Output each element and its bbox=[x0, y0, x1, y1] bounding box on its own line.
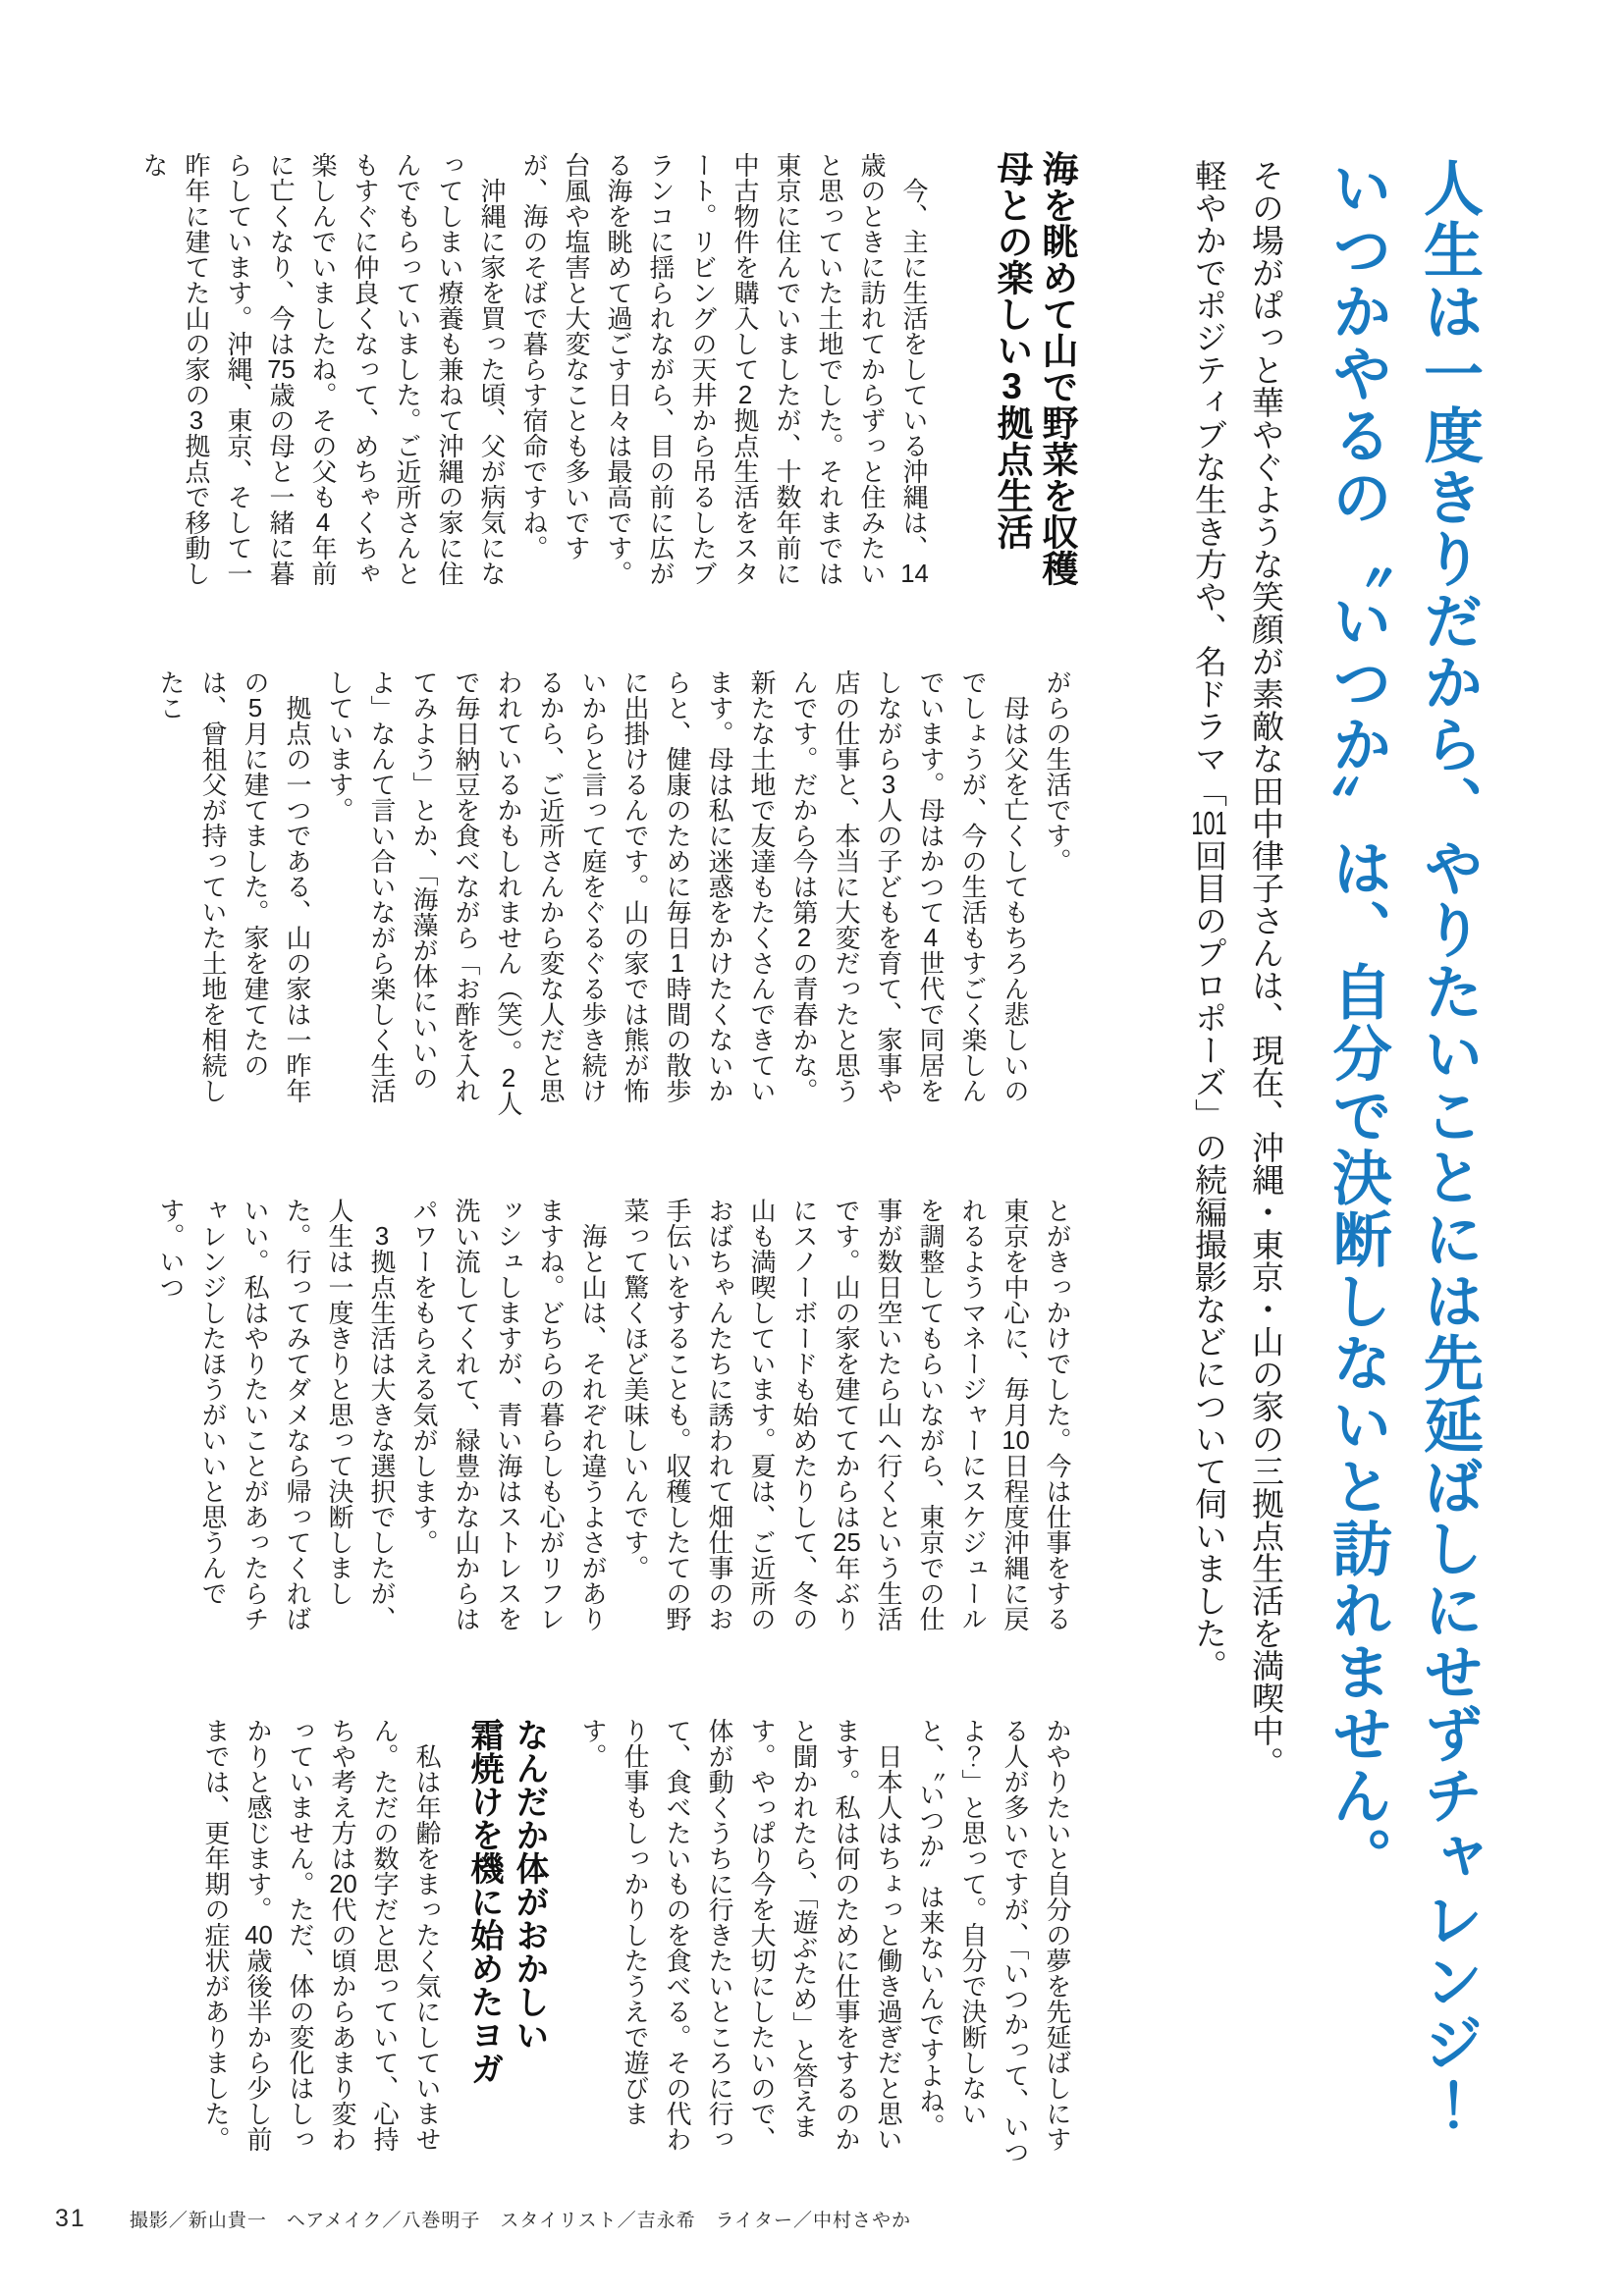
paragraph: 拠点の一つである、山の家は一昨年の5月に建てました。家を建てたのは、曾祖父が持っていた土地を相続したこ bbox=[156, 669, 312, 1103]
paragraph: かやりたいと自分の夢を先延ばしにする人が多いですが、「いつかって、いつよ？」と思って。自分で決断しないと、〝いつか〟は来ないんですよね。 bbox=[916, 1718, 1072, 2164]
lead-paragraph bbox=[1178, 159, 1294, 1833]
body-band-3 bbox=[114, 1198, 1078, 1651]
paragraph: 沖縄に家を買った頃、父が病気になってしまい療養も兼ねて沖縄の家に住んでもらっていました。ご近所さんともすぐに仲良くなって、めちゃくちゃ楽しんでいましたね。その父も4年前に亡くなり、今は75歳の母と一緒に暮らしています。沖縄、東京、そして一昨年に建てた山の家の3拠点で移動しな bbox=[139, 152, 507, 586]
main-headline-line2: いつかやるの〝いつか〟は、自分で決断しないと訪れません。 bbox=[1325, 157, 1391, 1889]
page-number: 31 bbox=[55, 2205, 86, 2232]
lead-sentence-1: その場がぱっと華やぐような笑顔が素敵な田中律子さんは、現在、沖縄・東京・山の家の三拠点生活を満喫中。 bbox=[1248, 159, 1284, 1779]
section-heading-1-line1: 海を眺めて山で野菜を収穫 bbox=[1037, 150, 1077, 586]
body-band-1 bbox=[114, 152, 935, 606]
body-band-2 bbox=[114, 669, 1078, 1123]
section-heading-2-line2: 霜焼けを機に始めたヨガ bbox=[465, 1718, 503, 2085]
section-heading-2 bbox=[461, 1718, 552, 2175]
section-heading-1 bbox=[985, 150, 1079, 612]
paragraph: 今、主に生活をしている沖縄は、14歳のときに訪れてからずっと住みたいと思っていた土地でした。それまでは東京に住んでいましたが、十数年前に中古物件を購入して2拠点生活をスタート。リビングの天井から吊るしたブランコに揺られながら、目の前に広がる海を眺めて過ごす日々は最高です。台風や塩害と大変なことも多いですが、海のそばで暮らす宿命ですね。 bbox=[519, 152, 929, 586]
staff-credits: 撮影／新山貴一 ヘアメイク／八巻明子 スタイリスト／吉永希 ライター／中村さやか bbox=[129, 2211, 912, 2231]
paragraph: とがきっかけでした。今は仕事をする東京を中心に、毎月10日程度沖縄に戻れるようマネージャーにスケジュールを調整してもらいながら、東京での仕事が数日空いたら山へ行くという生活です。山の家を建ててからは25年ぶりにスノーボードも始めたりして、冬の山も満喫しています。夏は、ご近所のおばちゃんたちに誘われて畑仕事のお手伝いをすることも。収穫したての野菜って驚くほど美味しいんです。 bbox=[621, 1198, 1072, 1631]
paragraph: がらの生活です。 bbox=[1043, 669, 1072, 874]
paragraph: 3拠点生活は大きな選択でしたが、人生は一度きりと思って決断しました。行ってみてダメなら帰ってくればいい。私はやりたいことがあったらチャレンジしたほうがいいと思うんです。いつ bbox=[156, 1198, 397, 1631]
paragraph: 海と山は、それぞれ違うよさがありますね。どちらの暮らしも心がリフレッシュしますが、青い海はストレスを洗い流してくれて、緑豊かな山からはパワーをもらえる気がします。 bbox=[409, 1198, 608, 1631]
section-heading-1-line2: 母との楽しい3拠点生活 bbox=[992, 150, 1032, 550]
lead-sentence-2: 軽やかでポジティブな生き方や、名ドラマ「101回目のプロポーズ」の続編撮影などについて伺いました。 bbox=[1191, 159, 1227, 1682]
paragraph: 日本人はちょっと働き過ぎだと思います。私は何のために仕事をするのかと聞かれたら、「遊ぶため」と答えます。やっぱり今を大切にしたいので、体が動くうちに行きたいところに行って、食べたいものを食べる。その代わり仕事もしっかりしたうえで遊びます。 bbox=[578, 1718, 903, 2152]
footer bbox=[55, 2205, 911, 2233]
body-band-4 bbox=[114, 1718, 1078, 2175]
paragraph: 母は父を亡くしてもちろん悲しいのでしょうが、今の生活もすごく楽しんでいます。母はかつて4世代で同居をしながら3人の子どもを育て、家事や店の仕事と、本当に大変だったと思うんです。だから今は第2の青春かな。新たな土地で友達もたくさんできています。母は私に迷惑をかけたくないからと、健康のために毎日1時間の散歩に出掛けるんです。山の家では熊が怖いからと言って庭をぐるぐる歩き続けるから、ご近所さんから変な人だと思われているかもしれません（笑）。2人で毎日納豆を食べながら「お酢を入れてみよう」とか、「海藻が体にいいのよ」なんて言い合いながら楽しく生活しています。 bbox=[325, 669, 1030, 1116]
main-headline-line1: 人生は一度きりだから、やりたいことには先延ばしにせずチャレンジ！ bbox=[1416, 157, 1483, 2136]
main-headline bbox=[1312, 157, 1494, 2189]
paragraph: 私は年齢をまったく気にしていません。ただの数字だと思っていて、心持ちや考え方は20代の頃からあまり変わっていません。ただ、体の変化はしっかりと感じます。40歳後半から少し前までは、更年期の症状がありました。 bbox=[201, 1718, 442, 2152]
section-heading-2-line1: なんだか体がおかしい bbox=[511, 1718, 548, 2052]
